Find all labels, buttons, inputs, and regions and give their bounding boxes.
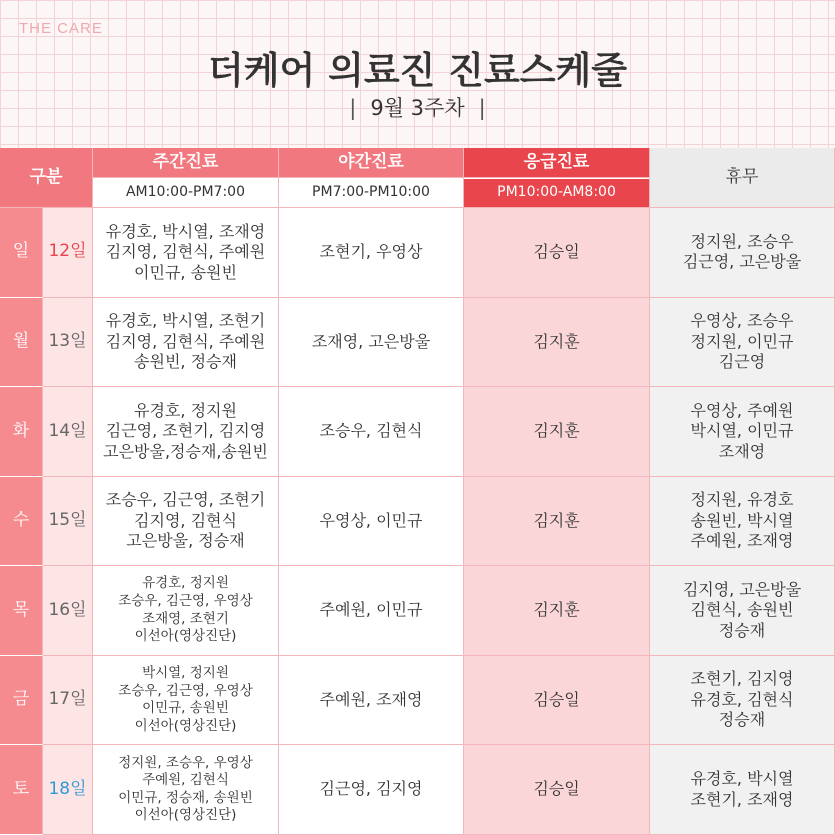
off-line: 송원빈, 박시열 xyxy=(690,510,794,530)
row-night-shift xyxy=(279,208,464,298)
row-day-shift xyxy=(93,745,279,835)
day-name-label: 목 xyxy=(12,599,30,620)
row-off xyxy=(650,387,835,477)
row-night-shift xyxy=(279,298,464,388)
date-label: 16일 xyxy=(48,599,87,620)
row-date xyxy=(43,745,93,835)
night-shift-lines xyxy=(320,242,423,262)
off-lines xyxy=(691,401,794,462)
day-shift-line: 유경호, 박시열, 조재영 xyxy=(105,221,266,241)
row-day-name xyxy=(0,208,43,298)
off-lines xyxy=(683,232,801,273)
row-night-shift xyxy=(279,387,464,477)
header-night-time-label: PM7:00-PM10:00 xyxy=(312,183,430,200)
row-emergency xyxy=(464,477,650,567)
off-lines xyxy=(691,769,794,810)
row-night-shift xyxy=(279,477,464,567)
day-shift-line: 고은방울,정승재,송원빈 xyxy=(103,441,268,461)
off-line: 김근영, 고은방울 xyxy=(682,252,802,272)
day-shift-line: 김지영, 김현식, 주예원 xyxy=(105,331,266,351)
night-shift-lines xyxy=(320,600,423,620)
night-shift-line: 조재영, 고은방울 xyxy=(311,331,431,351)
date-label: 18일 xyxy=(48,778,87,799)
day-shift-lines xyxy=(106,311,265,372)
header-day-time xyxy=(93,178,279,208)
day-shift-line: 박시열, 정지원 xyxy=(142,665,229,682)
row-day-shift xyxy=(93,477,279,567)
night-shift-lines xyxy=(320,779,423,799)
emergency-lines xyxy=(533,690,579,710)
off-line: 조재영 xyxy=(718,441,766,461)
night-shift-lines xyxy=(320,421,423,441)
row-day-name xyxy=(0,745,43,835)
day-shift-line: 조승우, 김근영, 우영상 xyxy=(118,593,253,610)
row-day-name xyxy=(0,477,43,567)
off-lines xyxy=(691,490,794,551)
emergency-lines xyxy=(533,421,579,441)
day-shift-line: 김근영, 조현기, 김지영 xyxy=(105,421,266,441)
date-label: 12일 xyxy=(48,241,87,262)
day-shift-line: 이선아(영상진단) xyxy=(134,717,237,734)
off-lines xyxy=(691,311,794,372)
row-day-shift xyxy=(93,656,279,746)
emergency-line: 김승일 xyxy=(533,779,580,799)
day-shift-line: 이선아(영상진단) xyxy=(134,807,237,824)
day-name-label: 일 xyxy=(12,241,30,262)
day-shift-lines xyxy=(118,755,253,825)
row-day-name xyxy=(0,387,43,477)
day-shift-line: 김지영, 김현식 xyxy=(134,510,237,530)
row-day-name xyxy=(0,566,43,656)
emergency-lines xyxy=(533,242,579,262)
day-shift-line: 이민규, 송원빈 xyxy=(134,262,237,282)
day-shift-line: 조재영, 조현기 xyxy=(142,610,229,627)
header-category-label: 구분 xyxy=(29,166,63,187)
header-night-shift xyxy=(279,148,464,178)
row-day-shift xyxy=(93,208,279,298)
date-label: 14일 xyxy=(48,420,87,441)
day-name-label: 수 xyxy=(12,510,30,531)
off-line: 김근영 xyxy=(718,352,766,372)
header-emergency-label: 응급진료 xyxy=(523,151,590,172)
off-line: 유경호, 박시열 xyxy=(690,769,794,789)
off-line: 우영상, 주예원 xyxy=(690,400,794,420)
row-off xyxy=(650,208,835,298)
row-emergency xyxy=(464,387,650,477)
off-line: 정지원, 유경호 xyxy=(690,490,794,510)
row-date xyxy=(43,656,93,746)
day-shift-line: 주예원, 김현식 xyxy=(142,772,229,789)
day-shift-line: 고은방울, 정승재 xyxy=(126,531,245,551)
day-shift-lines xyxy=(118,665,253,735)
day-shift-lines xyxy=(106,222,265,283)
day-shift-lines xyxy=(106,490,265,551)
header-emergency-time xyxy=(464,178,650,208)
day-shift-line: 이선아(영상진단) xyxy=(134,628,237,645)
emergency-line: 김지훈 xyxy=(533,510,580,530)
emergency-lines xyxy=(533,600,579,620)
night-shift-lines xyxy=(312,332,430,352)
schedule-table xyxy=(0,148,835,835)
emergency-lines xyxy=(533,779,579,799)
night-shift-line: 주예원, 이민규 xyxy=(319,600,423,620)
day-shift-line: 유경호, 정지원 xyxy=(142,575,229,592)
off-line: 주예원, 조재영 xyxy=(690,531,794,551)
off-line: 정지원, 조승우 xyxy=(690,231,794,251)
day-shift-line: 정지원, 조승우, 우영상 xyxy=(118,754,253,771)
night-shift-lines xyxy=(320,511,423,531)
date-label: 15일 xyxy=(48,510,87,531)
day-shift-line: 조승우, 김근영, 조현기 xyxy=(105,490,266,510)
day-shift-lines xyxy=(103,401,268,462)
off-line: 박시열, 이민규 xyxy=(690,421,794,441)
row-date xyxy=(43,298,93,388)
header-day-time-label: AM10:00-PM7:00 xyxy=(125,183,245,200)
off-line: 유경호, 김현식 xyxy=(690,689,794,709)
row-off xyxy=(650,477,835,567)
emergency-line: 김승일 xyxy=(533,689,580,709)
brand-logo-text: THE CARE xyxy=(19,20,103,37)
row-date xyxy=(43,566,93,656)
day-shift-line: 이민규, 정승재, 송원빈 xyxy=(118,789,253,806)
row-day-shift xyxy=(93,387,279,477)
row-emergency xyxy=(464,208,650,298)
row-emergency xyxy=(464,745,650,835)
off-line: 정승재 xyxy=(718,620,766,640)
header-emergency-time-label: PM10:00-AM8:00 xyxy=(497,184,616,201)
emergency-lines xyxy=(533,332,579,352)
header-night-time xyxy=(279,178,464,208)
header-day-shift xyxy=(93,148,279,178)
off-line: 김지영, 고은방울 xyxy=(682,579,802,599)
row-day-shift xyxy=(93,298,279,388)
night-shift-lines xyxy=(320,690,423,710)
row-day-name xyxy=(0,656,43,746)
header-off xyxy=(650,148,835,208)
off-lines xyxy=(691,669,794,730)
off-line: 정승재 xyxy=(718,710,766,730)
page-subtitle xyxy=(0,92,835,122)
divider-right: | xyxy=(478,96,486,120)
day-shift-line: 김지영, 김현식, 주예원 xyxy=(105,242,266,262)
row-emergency xyxy=(464,656,650,746)
off-lines xyxy=(683,580,801,641)
row-date xyxy=(43,208,93,298)
off-line: 조현기, 김지영 xyxy=(690,669,794,689)
row-day-name xyxy=(0,298,43,388)
row-day-shift xyxy=(93,566,279,656)
row-off xyxy=(650,566,835,656)
row-emergency xyxy=(464,298,650,388)
row-night-shift xyxy=(279,656,464,746)
page-title: 더케어 의료진 진료스케줄 xyxy=(208,49,627,92)
row-night-shift xyxy=(279,745,464,835)
night-shift-line: 김근영, 김지영 xyxy=(319,779,423,799)
off-line: 조현기, 조재영 xyxy=(690,789,794,809)
emergency-lines xyxy=(533,511,579,531)
day-shift-lines xyxy=(118,575,253,645)
day-shift-line: 이민규, 송원빈 xyxy=(142,700,229,717)
header-category xyxy=(0,148,93,208)
night-shift-line: 주예원, 조재영 xyxy=(319,689,423,709)
emergency-line: 김지훈 xyxy=(533,331,580,351)
emergency-line: 김지훈 xyxy=(533,421,580,441)
date-label: 13일 xyxy=(48,330,87,351)
day-name-label: 토 xyxy=(12,778,30,799)
day-shift-line: 유경호, 박시열, 조현기 xyxy=(105,311,266,331)
divider-left: | xyxy=(349,96,357,120)
row-night-shift xyxy=(279,566,464,656)
emergency-line: 김지훈 xyxy=(533,600,580,620)
row-off xyxy=(650,298,835,388)
off-line: 김현식, 송원빈 xyxy=(690,600,794,620)
night-shift-line: 조현기, 우영상 xyxy=(319,242,423,262)
night-shift-line: 우영상, 이민규 xyxy=(319,510,423,530)
day-name-label: 화 xyxy=(12,420,30,441)
date-label: 17일 xyxy=(48,689,87,710)
header-day-shift-label: 주간진료 xyxy=(152,151,219,172)
row-emergency xyxy=(464,566,650,656)
header-off-label: 휴무 xyxy=(725,166,759,187)
day-name-label: 금 xyxy=(12,689,30,710)
day-shift-line: 유경호, 정지원 xyxy=(134,400,237,420)
header-night-shift-label: 야간진료 xyxy=(338,151,404,172)
row-date xyxy=(43,477,93,567)
subtitle-text: 9월 3주차 xyxy=(370,96,465,120)
row-off xyxy=(650,745,835,835)
day-shift-line: 송원빈, 정승재 xyxy=(134,352,237,372)
row-off xyxy=(650,656,835,746)
day-shift-line: 조승우, 김근영, 우영상 xyxy=(118,682,253,699)
row-date xyxy=(43,387,93,477)
night-shift-line: 조승우, 김현식 xyxy=(319,421,423,441)
day-name-label: 월 xyxy=(12,330,30,351)
header-emergency xyxy=(464,148,650,178)
off-line: 우영상, 조승우 xyxy=(690,311,794,331)
emergency-line: 김승일 xyxy=(533,242,580,262)
off-line: 정지원, 이민규 xyxy=(690,331,794,351)
